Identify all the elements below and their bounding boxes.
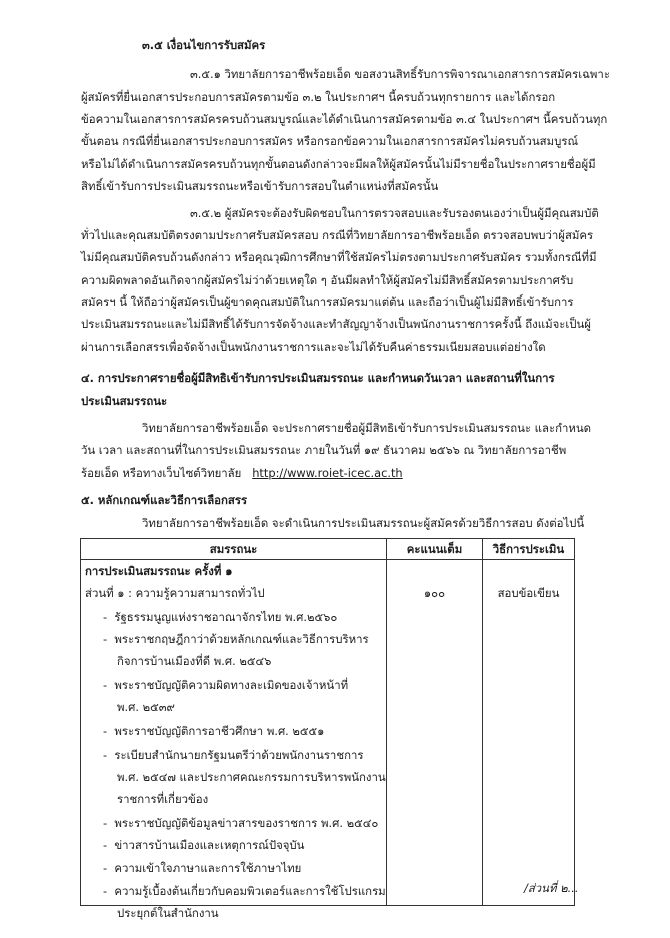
paragraph-line: ๓.๕.๑ วิทยาลัยการอาชีพร้อยเอ็ด ขอสงวนสิทธิ์รับการพิจารณาเอกสารการสมัครเฉพาะ xyxy=(190,67,610,81)
section-4-heading: ๔. การประกาศรายชื่อผู้มีสิทธิเข้ารับการประเมินสมรรถนะ และกำหนดวันเวลา และสถานที่ในการ xyxy=(81,371,555,385)
paragraph-line: ไม่มีคุณสมบัติครบถ้วนดังกล่าว หรือคุณวุฒิการศึกษาที่ใช้สมัครไม่ตรงตามประกาศรับสมัคร รวมทั้งกรณีที่มี xyxy=(81,250,597,264)
part-title: ส่วนที่ ๑ : ความรู้ความสามารถทั่วไป xyxy=(85,586,265,600)
header-method: วิธีการประเมิน xyxy=(483,539,575,560)
paragraph-line: ทั่วไปและคุณสมบัติตรงตามประกาศรับสมัครสอบ กรณีที่วิทยาลัยการอาชีพร้อยเอ็ด ตรวจสอบพบว่าผู้สมัคร xyxy=(81,228,594,242)
paragraph-line: สมัครฯ นี้ ให้ถือว่าผู้สมัครเป็นผู้ขาดคุณสมบัติในการสมัครมาแต่ต้น และถือว่าเป็นผู้ไม่มีสิทธิ์เข้ารับการ xyxy=(81,295,574,309)
list-item: - รัฐธรรมนูญแห่งราชอาณาจักรไทย พ.ศ.๒๕๖๐ xyxy=(103,610,338,624)
list-item: - พระราชกฤษฎีกาว่าด้วยหลักเกณฑ์และวิธีการบริหาร xyxy=(103,632,369,646)
list-item-cont: ประยุกต์ในสำนักงาน xyxy=(117,906,219,920)
page-footer: /ส่วนที่ ๒... xyxy=(524,881,579,895)
list-item: - พระราชบัญญัติการอาชีวศึกษา พ.ศ. ๒๕๕๑ xyxy=(103,724,325,738)
section-5-heading: ๕. หลักเกณฑ์และวิธีการเลือกสรร xyxy=(81,493,248,507)
table-header-row xyxy=(81,539,575,560)
section-3-5-heading: ๓.๕ เงื่อนไขการรับสมัคร xyxy=(142,38,266,52)
list-item-cont: กิจการบ้านเมืองที่ดี พ.ศ. ๒๕๔๖ xyxy=(117,654,272,668)
paragraph-line xyxy=(81,462,403,484)
list-item: - ระเบียบสำนักนายกรัฐมนตรีว่าด้วยพนักงานราชการ xyxy=(103,748,364,762)
list-item-cont: ราชการที่เกี่ยวข้อง xyxy=(117,792,209,806)
paragraph-line: ประเมินสมรรถนะและไม่มีสิทธิ์ได้รับการจัดจ้างและทำสัญญาจ้างเป็นพนักงานราชการครั้งนี้ ถึงแม้จะเป็นผู้ xyxy=(81,317,591,331)
assessment-table xyxy=(80,538,575,920)
paragraph-line: ผู้สมัครที่ยื่นเอกสารประกอบการสมัครตามข้อ ๓.๒ ในประกาศฯ นี้ครบถ้วนทุกรายการ และได้กรอก xyxy=(81,90,556,104)
paragraph-line: ผ่านการเลือกสรรเพื่อจัดจ้างเป็นพนักงานราชการและจะไม่ได้รับคืนค่าธรรมเนียมสอบแต่อย่างใด xyxy=(81,340,546,354)
list-item: - ข่าวสารบ้านเมืองและเหตุการณ์ปัจจุบัน xyxy=(103,838,305,852)
round-title: การประเมินสมรรถนะ ครั้งที่ ๑ xyxy=(85,564,233,578)
paragraph-line: สิทธิ์เข้ารับการประเมินสมรรถนะหรือเข้ารับการสอบในตำแหน่งที่สมัครนั้น xyxy=(81,179,439,193)
paragraph-line: ความผิดพลาดอันเกิดจากผู้สมัครไม่ว่าด้วยเหตุใด ๆ อันมีผลทำให้ผู้สมัครไม่มีสิทธิ์สมัครตามประกาศรับ xyxy=(81,273,574,287)
section-4-heading-cont: ประเมินสมรรถนะ xyxy=(81,394,168,408)
list-item: - ความรู้เบื้องต้นเกี่ยวกับคอมพิวเตอร์และการใช้โปรแกรม xyxy=(103,884,386,898)
website-link[interactable]: http://www.roiet-icec.ac.th xyxy=(252,466,403,480)
list-item-cont: พ.ศ. ๒๕๔๗ และประกาศคณะกรรมการบริหารพนักงาน xyxy=(117,770,386,784)
header-full-score: คะแนนเต็ม xyxy=(387,539,483,560)
paragraph-line: ๓.๕.๒ ผู้สมัครจะต้องรับผิดชอบในการตรวจสอบและรับรองตนเองว่าเป็นผู้มีคุณสมบัติ xyxy=(190,206,599,220)
paragraph-line: วัน เวลา และสถานที่ในการประเมินสมรรถนะ ภายในวันที่ ๑๙ ธันวาคม ๒๕๖๖ ณ วิทยาลัยการอาชีพ xyxy=(81,443,567,457)
paragraph-line: ข้อความในเอกสารการสมัครครบถ้วนสมบูรณ์และได้ดำเนินการสมัครตามข้อ ๓.๔ ในประกาศฯ นี้ครบถ้วนทุก xyxy=(81,112,608,126)
list-item-cont: พ.ศ. ๒๕๓๙ xyxy=(117,700,175,714)
paragraph-line: วิทยาลัยการอาชีพร้อยเอ็ด จะประกาศรายชื่อผู้มีสิทธิเข้ารับการประเมินสมรรถนะ และกำหนด xyxy=(142,421,592,435)
section-5-intro: วิทยาลัยการอาชีพร้อยเอ็ด จะดำเนินการประเมินสมรรถนะผู้สมัครด้วยวิธีการสอบ ดังต่อไปนี้ xyxy=(142,516,585,530)
list-item: - ความเข้าใจภาษาและการใช้ภาษาไทย xyxy=(103,861,302,875)
list-item: - พระราชบัญญัติความผิดทางละเมิดของเจ้าหน้าที่ xyxy=(103,678,349,692)
full-score-value: ๑๐๐ xyxy=(423,586,446,600)
paragraph-line: หรือไม่ได้ดำเนินการสมัครครบถ้วนทุกขั้นตอนดังกล่าวจะมีผลให้ผู้สมัครนั้นไม่มีรายชื่อในประกาศรายชื่อผู้มี xyxy=(81,157,596,171)
assessment-method: สอบข้อเขียน xyxy=(497,586,560,600)
list-item: - พระราชบัญญัติข้อมูลข่าวสารของราชการ พ.ศ. ๒๕๔๐ xyxy=(103,816,379,830)
paragraph-line: ขั้นตอน กรณีที่ยื่นเอกสารประกอบการสมัคร หรือกรอกข้อความในเอกสารการสมัครไม่ครบถ้วนสมบูรณ์ xyxy=(81,134,579,148)
header-competency: สมรรถนะ xyxy=(81,539,387,560)
table-row xyxy=(81,560,575,906)
paragraph-text: ร้อยเอ็ด หรือทางเว็บไซต์วิทยาลัย xyxy=(81,466,242,480)
